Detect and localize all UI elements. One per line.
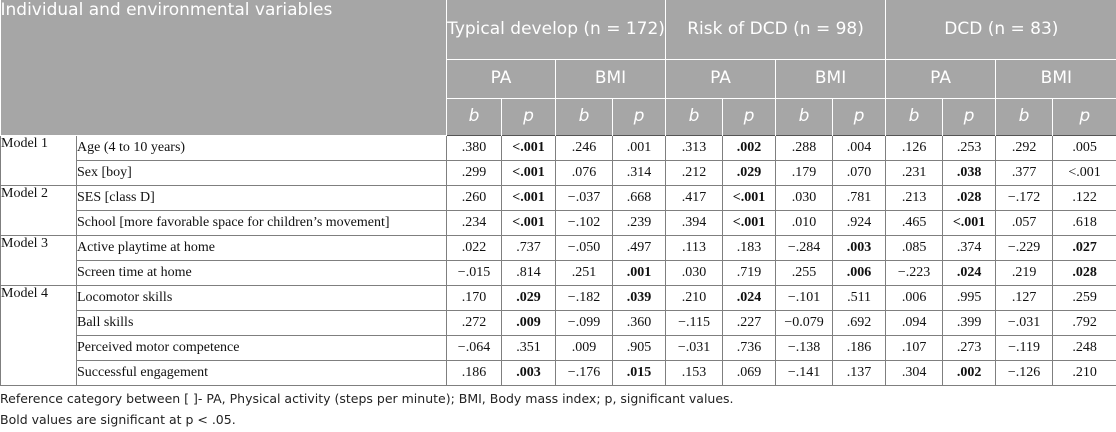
b-value-cell: .255	[776, 260, 833, 285]
b-value-cell: −.172	[996, 185, 1053, 210]
group-header-typical: Typical develop (n = 172)	[447, 0, 666, 59]
table-row	[1, 235, 1116, 260]
b-value-cell: −.064	[447, 335, 502, 360]
b-value-cell: .030	[666, 260, 723, 285]
b-value-cell: −.126	[996, 360, 1053, 385]
p-value-cell: .122	[1053, 185, 1116, 210]
b-value-cell: −.099	[556, 310, 613, 335]
table-row	[1, 160, 1116, 185]
subheader-bmi: BMI	[996, 59, 1116, 98]
b-value-cell: .377	[996, 160, 1053, 185]
p-value-cell: .399	[943, 310, 996, 335]
stat-header-p: p	[833, 98, 886, 135]
b-value-cell: .179	[776, 160, 833, 185]
table-row	[1, 285, 1116, 310]
b-value-cell: −.141	[776, 360, 833, 385]
b-value-cell: −.015	[447, 260, 502, 285]
b-value-cell: .394	[666, 210, 723, 235]
b-value-cell: .085	[886, 235, 943, 260]
b-value-cell: .076	[556, 160, 613, 185]
p-value-cell: <.001	[943, 210, 996, 235]
variable-label: Ball skills	[77, 310, 447, 335]
model-label: Model 1	[1, 135, 77, 185]
b-value-cell: .313	[666, 135, 723, 160]
stat-header-b: b	[556, 98, 613, 135]
subheader-pa: PA	[886, 59, 996, 98]
subheader-pa: PA	[447, 59, 556, 98]
b-value-cell: −.229	[996, 235, 1053, 260]
p-value-cell: .239	[613, 210, 666, 235]
p-value-cell: .273	[943, 335, 996, 360]
variable-label: Perceived motor competence	[77, 335, 447, 360]
b-value-cell: .010	[776, 210, 833, 235]
table-row	[1, 310, 1116, 335]
variable-label: Successful engagement	[77, 360, 447, 385]
p-value-cell: .002	[943, 360, 996, 385]
p-value-cell: .511	[833, 285, 886, 310]
b-value-cell: −.037	[556, 185, 613, 210]
b-value-cell: .126	[886, 135, 943, 160]
group-header-risk-dcd: Risk of DCD (n = 98)	[666, 0, 886, 59]
p-value-cell: .737	[502, 235, 556, 260]
b-value-cell: .260	[447, 185, 502, 210]
b-value-cell: .299	[447, 160, 502, 185]
variable-label: School [more favorable space for children’s movement]	[77, 210, 447, 235]
b-value-cell: .057	[996, 210, 1053, 235]
variable-label: Age (4 to 10 years)	[77, 135, 447, 160]
p-value-cell: .029	[502, 285, 556, 310]
b-value-cell: −.138	[776, 335, 833, 360]
variable-label: SES [class D]	[77, 185, 447, 210]
p-value-cell: .995	[943, 285, 996, 310]
model-label: Model 2	[1, 185, 77, 235]
b-value-cell: .288	[776, 135, 833, 160]
stat-header-b: b	[776, 98, 833, 135]
p-value-cell: .668	[613, 185, 666, 210]
b-value-cell: −.031	[996, 310, 1053, 335]
b-value-cell: −.119	[996, 335, 1053, 360]
p-value-cell: .253	[943, 135, 996, 160]
stat-header-b: b	[666, 98, 723, 135]
p-value-cell: .015	[613, 360, 666, 385]
b-value-cell: .170	[447, 285, 502, 310]
b-value-cell: .380	[447, 135, 502, 160]
b-value-cell: .153	[666, 360, 723, 385]
p-value-cell: <.001	[723, 210, 776, 235]
stat-header-p: p	[502, 98, 556, 135]
p-value-cell: .259	[1053, 285, 1116, 310]
p-value-cell: .001	[613, 260, 666, 285]
p-value-cell: .497	[613, 235, 666, 260]
note-bold: Bold values are significant at p < .05.	[0, 412, 236, 427]
b-value-cell: .246	[556, 135, 613, 160]
p-value-cell: .028	[943, 185, 996, 210]
b-value-cell: .272	[447, 310, 502, 335]
stat-header-b: b	[447, 98, 502, 135]
p-value-cell: .039	[613, 285, 666, 310]
p-value-cell: .210	[1053, 360, 1116, 385]
b-value-cell: .231	[886, 160, 943, 185]
table-row	[1, 260, 1116, 285]
p-value-cell: .248	[1053, 335, 1116, 360]
p-value-cell: .029	[723, 160, 776, 185]
b-value-cell: .107	[886, 335, 943, 360]
p-value-cell: .001	[613, 135, 666, 160]
table-body	[1, 135, 1116, 385]
p-value-cell: .003	[833, 235, 886, 260]
b-value-cell: −.176	[556, 360, 613, 385]
b-value-cell: .030	[776, 185, 833, 210]
b-value-cell: .022	[447, 235, 502, 260]
header-corner: Individual and environmental variables	[1, 0, 447, 135]
p-value-cell: .024	[723, 285, 776, 310]
table-row	[1, 210, 1116, 235]
subheader-pa: PA	[666, 59, 776, 98]
b-value-cell: .213	[886, 185, 943, 210]
p-value-cell: <.001	[1053, 160, 1116, 185]
stat-header-p: p	[943, 98, 996, 135]
p-value-cell: <.001	[502, 135, 556, 160]
stat-header-b: b	[886, 98, 943, 135]
b-value-cell: .304	[886, 360, 943, 385]
p-value-cell: <.001	[502, 160, 556, 185]
b-value-cell: −.284	[776, 235, 833, 260]
b-value-cell: .094	[886, 310, 943, 335]
model-label: Model 3	[1, 235, 77, 285]
p-value-cell: .814	[502, 260, 556, 285]
subheader-bmi: BMI	[776, 59, 886, 98]
b-value-cell: .212	[666, 160, 723, 185]
p-value-cell: .792	[1053, 310, 1116, 335]
b-value-cell: −0.079	[776, 310, 833, 335]
stat-header-p: p	[723, 98, 776, 135]
b-value-cell: −.050	[556, 235, 613, 260]
p-value-cell: .038	[943, 160, 996, 185]
b-value-cell: .009	[556, 335, 613, 360]
p-value-cell: .736	[723, 335, 776, 360]
b-value-cell: .186	[447, 360, 502, 385]
p-value-cell: .024	[943, 260, 996, 285]
b-value-cell: .127	[996, 285, 1053, 310]
table-row	[1, 335, 1116, 360]
p-value-cell: .719	[723, 260, 776, 285]
b-value-cell: .113	[666, 235, 723, 260]
b-value-cell: −.101	[776, 285, 833, 310]
b-value-cell: .006	[886, 285, 943, 310]
stat-header-b: b	[996, 98, 1053, 135]
p-value-cell: .028	[1053, 260, 1116, 285]
subheader-bmi: BMI	[556, 59, 666, 98]
table-row	[1, 135, 1116, 160]
variable-label: Sex [boy]	[77, 160, 447, 185]
b-value-cell: −.115	[666, 310, 723, 335]
b-value-cell: .292	[996, 135, 1053, 160]
b-value-cell: .465	[886, 210, 943, 235]
group-header-dcd: DCD (n = 83)	[886, 0, 1116, 59]
b-value-cell: −.102	[556, 210, 613, 235]
p-value-cell: .618	[1053, 210, 1116, 235]
b-value-cell: .234	[447, 210, 502, 235]
p-value-cell: .360	[613, 310, 666, 335]
p-value-cell: .070	[833, 160, 886, 185]
p-value-cell: .227	[723, 310, 776, 335]
p-value-cell: .351	[502, 335, 556, 360]
b-value-cell: .210	[666, 285, 723, 310]
p-value-cell: .314	[613, 160, 666, 185]
p-value-cell: <.001	[723, 185, 776, 210]
p-value-cell: .004	[833, 135, 886, 160]
p-value-cell: .069	[723, 360, 776, 385]
p-value-cell: .183	[723, 235, 776, 260]
b-value-cell: −.031	[666, 335, 723, 360]
stat-header-p: p	[613, 98, 666, 135]
variable-label: Screen time at home	[77, 260, 447, 285]
table-notes	[0, 388, 1116, 430]
p-value-cell: .006	[833, 260, 886, 285]
p-value-cell: .005	[1053, 135, 1116, 160]
p-value-cell: .027	[1053, 235, 1116, 260]
variable-label: Locomotor skills	[77, 285, 447, 310]
p-value-cell: <.001	[502, 185, 556, 210]
p-value-cell: .003	[502, 360, 556, 385]
p-value-cell: <.001	[502, 210, 556, 235]
b-value-cell: .219	[996, 260, 1053, 285]
b-value-cell: .417	[666, 185, 723, 210]
table-row	[1, 185, 1116, 210]
p-value-cell: .009	[502, 310, 556, 335]
model-label: Model 4	[1, 285, 77, 385]
p-value-cell: .692	[833, 310, 886, 335]
variable-label: Active playtime at home	[77, 235, 447, 260]
table-row	[1, 360, 1116, 385]
p-value-cell: .002	[723, 135, 776, 160]
p-value-cell: .781	[833, 185, 886, 210]
p-value-cell: .374	[943, 235, 996, 260]
p-value-cell: .905	[613, 335, 666, 360]
b-value-cell: −.223	[886, 260, 943, 285]
stat-header-p: p	[1053, 98, 1116, 135]
b-value-cell: −.182	[556, 285, 613, 310]
note-reference: Reference category between [ ]- PA, Physical activity (steps per minute); BMI, Body mass index; p, significant values.	[0, 391, 734, 406]
p-value-cell: .186	[833, 335, 886, 360]
p-value-cell: .137	[833, 360, 886, 385]
b-value-cell: .251	[556, 260, 613, 285]
p-value-cell: .924	[833, 210, 886, 235]
